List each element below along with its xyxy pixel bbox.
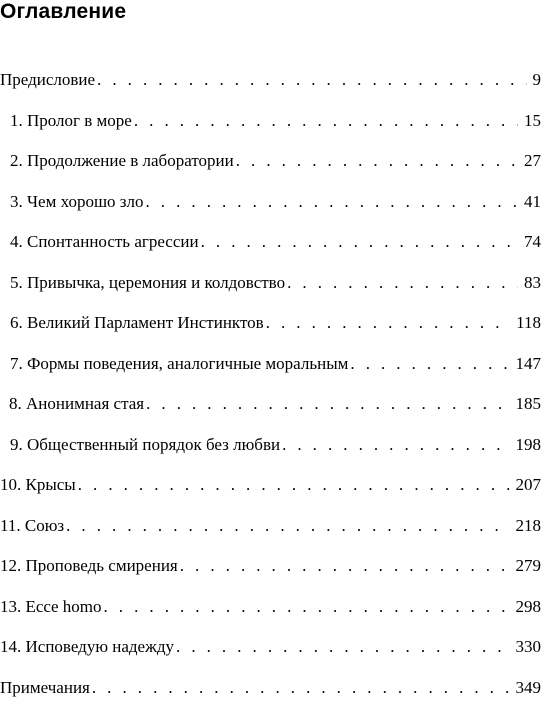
- toc-entry-title: 9. Общественный порядок без любви: [10, 425, 280, 466]
- toc-entry-page: 198: [516, 425, 541, 466]
- toc-leader-dots: [266, 303, 510, 344]
- toc-entry-title: 6. Великий Парламент Инстинктов: [10, 303, 264, 344]
- toc-entry-page: 279: [516, 546, 541, 587]
- toc-entry-chapter-14: [0, 627, 541, 668]
- toc-entry-chapter-10: [0, 465, 541, 506]
- toc-leader-dots: [282, 425, 509, 466]
- toc-entry-chapter-2: [0, 141, 541, 182]
- toc-entry-title: 1. Пролог в море: [10, 101, 132, 142]
- toc-entry-page: 207: [516, 465, 541, 506]
- toc-entry-chapter-3: [0, 182, 541, 223]
- toc-entry-page: 349: [516, 668, 541, 708]
- toc-entry-notes: [0, 668, 541, 708]
- toc-leader-dots: [78, 465, 510, 506]
- toc-entry-page: 27: [524, 141, 541, 182]
- toc-entry-title: 8. Анонимная стая: [9, 384, 144, 425]
- toc-entry-page: 330: [516, 627, 541, 668]
- toc-entry-title: 2. Продолжение в лаборатории: [10, 141, 234, 182]
- toc-entry-page: 74: [524, 222, 541, 263]
- toc-entry-chapter-8: [0, 384, 541, 425]
- toc-entry-page: 218: [516, 506, 541, 547]
- toc-leader-dots: [176, 627, 509, 668]
- toc-entry-page: 298: [516, 587, 541, 628]
- toc-entry-title: Примечания: [0, 668, 90, 708]
- toc-entry-page: 147: [516, 344, 541, 385]
- toc-leader-dots: [350, 344, 509, 385]
- toc-entry-chapter-6: [0, 303, 541, 344]
- toc-leader-dots: [201, 222, 518, 263]
- toc-entry-page: 15: [524, 101, 541, 142]
- toc-entry-page: 83: [524, 263, 541, 304]
- toc-entry-title: 13. Ecce homo: [0, 587, 102, 628]
- toc-entry-title: 11. Союз: [0, 506, 64, 547]
- toc-leader-dots: [146, 182, 519, 223]
- toc-entry-page: 185: [516, 384, 541, 425]
- toc-leader-dots: [97, 60, 526, 101]
- toc-entry-chapter-7: [0, 344, 541, 385]
- toc-entry-title: 5. Привычка, церемония и колдовство: [10, 263, 285, 304]
- toc-entry-title: 3. Чем хорошо зло: [10, 182, 144, 223]
- toc-leader-dots: [104, 587, 510, 628]
- toc-leader-dots: [66, 506, 509, 547]
- toc-entry-chapter-13: [0, 587, 541, 628]
- toc-entry-title: 4. Спонтанность агрессии: [10, 222, 199, 263]
- toc-entry-page: 9: [533, 60, 541, 101]
- toc-leader-dots: [92, 668, 510, 708]
- toc-leader-dots: [287, 263, 518, 304]
- toc-leader-dots: [134, 101, 518, 142]
- toc-entry-title: 14. Исповедую надежду: [0, 627, 174, 668]
- toc-list: [0, 60, 541, 708]
- toc-entry-title: 12. Проповедь смирения: [0, 546, 178, 587]
- toc-entry-title: 7. Формы поведения, аналогичные моральным: [10, 344, 348, 385]
- toc-entry-chapter-1: [0, 101, 541, 142]
- toc-entry-preface: [0, 60, 541, 101]
- toc-leader-dots: [146, 384, 509, 425]
- toc-entry-chapter-9: [0, 425, 541, 466]
- toc-entry-chapter-12: [0, 546, 541, 587]
- toc-leader-dots: [180, 546, 510, 587]
- toc-entry-chapter-5: [0, 263, 541, 304]
- toc-leader-dots: [236, 141, 518, 182]
- toc-entry-chapter-11: [0, 506, 541, 547]
- toc-entry-title: Предисловие: [0, 60, 95, 101]
- toc-entry-chapter-4: [0, 222, 541, 263]
- toc-entry-page: 41: [524, 182, 541, 223]
- toc-entry-page: 118: [516, 303, 541, 344]
- toc-heading: Оглавление: [0, 0, 126, 24]
- toc-entry-title: 10. Крысы: [0, 465, 76, 506]
